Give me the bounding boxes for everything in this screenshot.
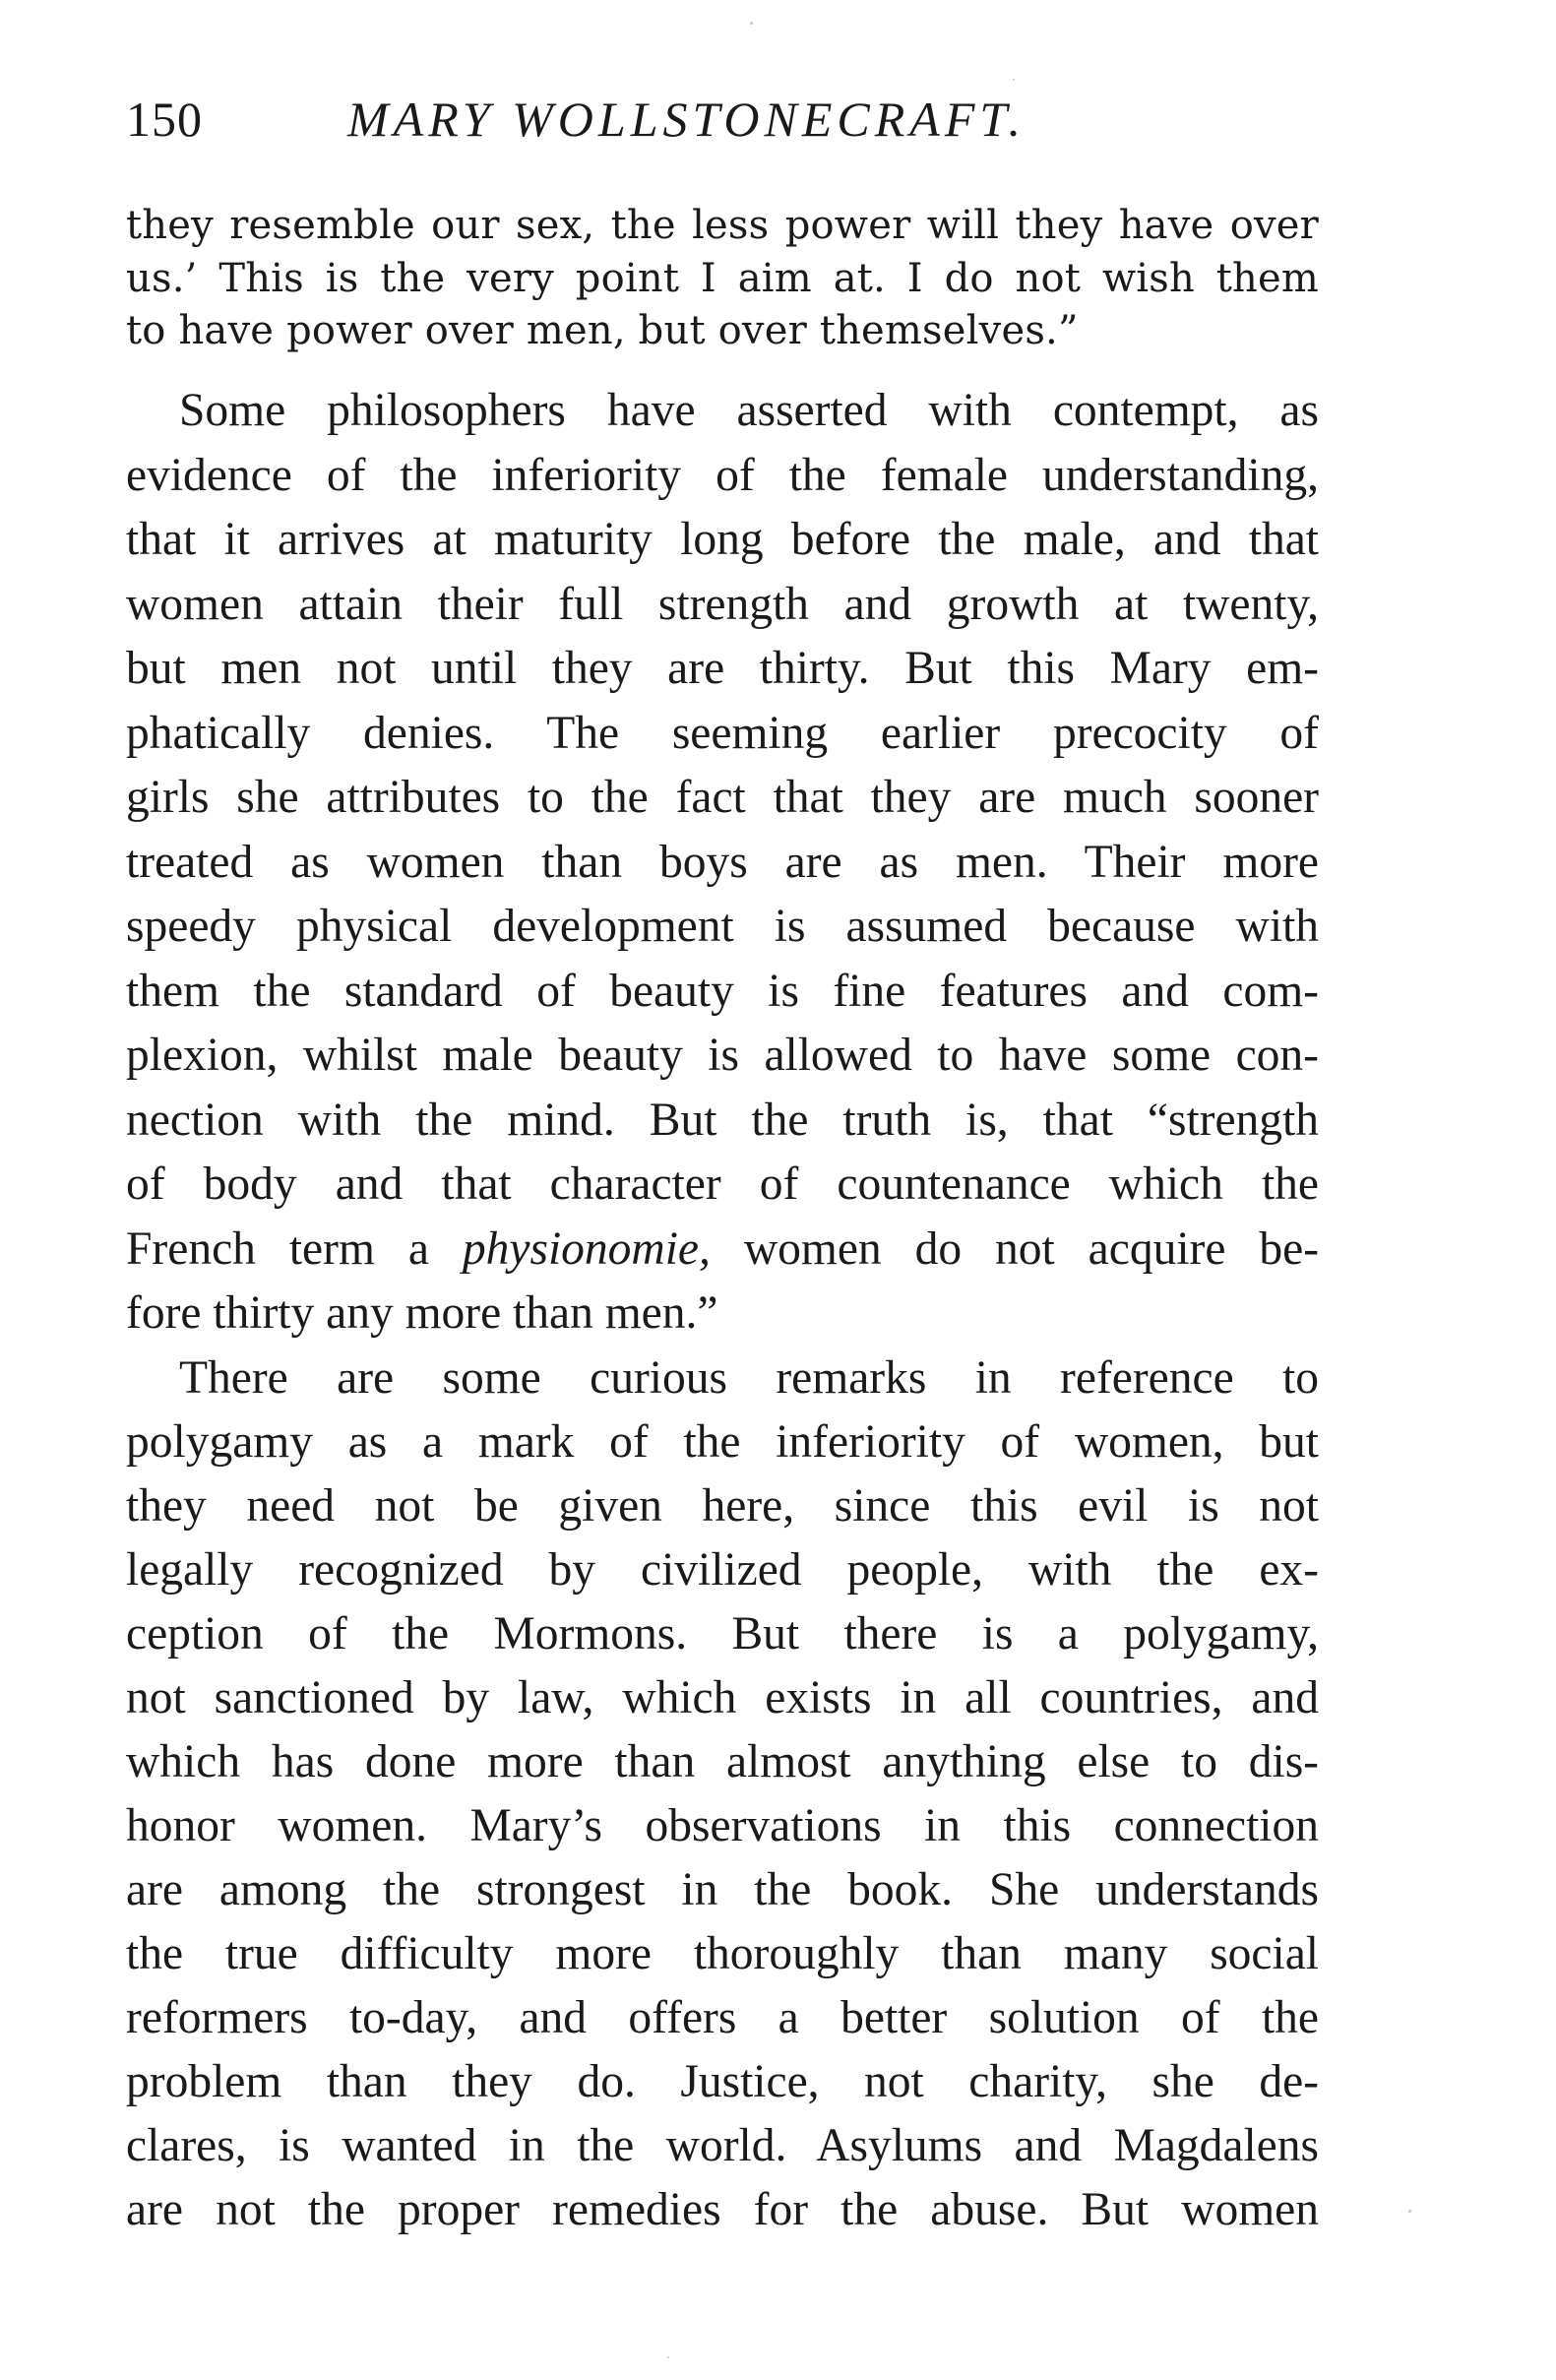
text-line: the true difficulty more thoroughly than many social <box>126 1928 1319 1979</box>
text-line: girls she attributes to the fact that they are much sooner <box>126 772 1319 823</box>
text-line: they resemble our sex, the less power will they have over <box>126 203 1319 248</box>
text-line: reformers to-day, and offers a better solution of the <box>126 1992 1319 2043</box>
text-line: evidence of the inferiority of the female understanding, <box>126 450 1319 501</box>
page-number: 150 <box>126 92 203 147</box>
line-segment: women do not acquire be- <box>743 1223 1320 1275</box>
paper-speck <box>750 22 753 25</box>
text-line: ception of the Mormons. But there is a polygamy, <box>126 1608 1319 1660</box>
running-title: MARY WOLLSTONECRAFT. <box>347 92 1026 147</box>
text-line: speedy physical development is assumed because with <box>126 901 1319 952</box>
text-line: problem than they do. Justice, not charity, she de- <box>126 2056 1319 2107</box>
text-line: to have power over men, but over themselves.” <box>126 308 1079 353</box>
text-line: are not the proper remedies for the abuse. But women <box>126 2184 1319 2235</box>
text-line: us.’ This is the very point I aim at. I do not wish them <box>126 256 1319 301</box>
text-line: phatically denies. The seeming earlier precocity of <box>126 708 1319 759</box>
paragraph-start-line: There are some curious remarks in reference to <box>179 1352 1319 1404</box>
text-line: fore thirty any more than men.” <box>126 1287 718 1339</box>
paper-speck <box>1408 2210 1411 2213</box>
paragraph-start-line: Some philosophers have asserted with contempt, as <box>179 385 1319 436</box>
running-head <box>126 85 1327 154</box>
text-line: which has done more than almost anything else to dis- <box>126 1736 1319 1787</box>
paper-speck <box>667 2356 669 2358</box>
paper-speck <box>1013 79 1015 81</box>
text-line: polygamy as a mark of the inferiority of women, but <box>126 1416 1319 1468</box>
text-line: plexion, whilst male beauty is allowed to have some con- <box>126 1030 1319 1081</box>
text-line: they need not be given here, since this evil is not <box>126 1480 1319 1532</box>
text-line: that it arrives at maturity long before the male, and that <box>126 514 1319 565</box>
text-line: women attain their full strength and growth at twenty, <box>126 579 1319 630</box>
line-segment: French term a <box>126 1223 429 1275</box>
text-line: honor women. Mary’s observations in this connection <box>126 1800 1319 1851</box>
text-line: legally recognized by civilized people, with the ex- <box>126 1544 1319 1596</box>
text-line: them the standard of beauty is fine features and com- <box>126 966 1319 1017</box>
text-line: are among the strongest in the book. She understands <box>126 1864 1319 1915</box>
italic-term: physionomie, <box>462 1223 711 1275</box>
text-line: treated as women than boys are as men. Their more <box>126 837 1319 888</box>
text-line: not sanctioned by law, which exists in all countries, and <box>126 1672 1319 1723</box>
text-line: nection with the mind. But the truth is, that “strength <box>126 1095 1319 1146</box>
text-line: of body and that character of countenance which the <box>126 1159 1319 1210</box>
text-line: clares, is wanted in the world. Asylums and Magdalens <box>126 2120 1319 2171</box>
text-line-with-italic-term <box>126 1217 1319 1282</box>
text-line: but men not until they are thirty. But this Mary em- <box>126 643 1319 694</box>
